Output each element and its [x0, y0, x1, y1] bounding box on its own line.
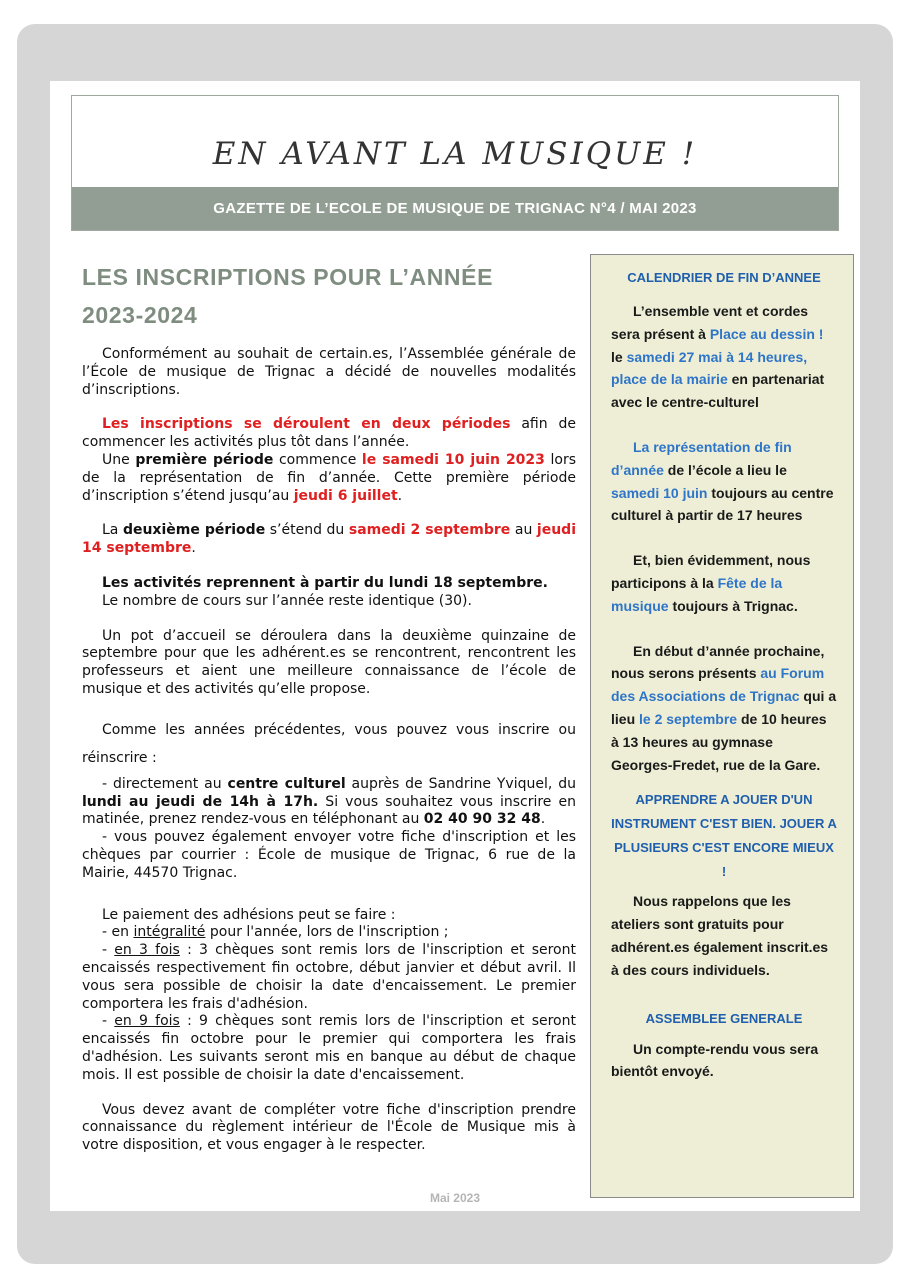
- text-underlined: intégralité: [133, 924, 206, 941]
- text: : 3 chèques sont remis lors de l'inscription et seront encaissés respectivement fin octobre, début janvier et début avril. Il vous sera possible de choisir la date d'encaissement. Le premier comportera les frais d'adhésion.: [82, 942, 576, 1012]
- text: de l’école a lieu le: [663, 461, 787, 478]
- periods-highlight: Les inscriptions se déroulent en deux périodes: [102, 416, 511, 433]
- masthead: [71, 95, 839, 231]
- text-bold: centre culturel: [227, 775, 346, 792]
- periods-text: afin de commencer les activités plus tôt dans l’année.: [82, 416, 576, 451]
- text-blue: Fête de la musique: [611, 574, 783, 614]
- text: commence: [273, 451, 362, 468]
- paragraph-how-to: Comme les années précédentes, vous pouvez vous inscrire ou réinscrire :: [82, 721, 576, 766]
- date-highlight: samedi 2 septembre: [348, 522, 511, 539]
- text-underlined: en 3 fois: [114, 942, 180, 959]
- event-representation: [611, 436, 837, 527]
- paragraph-periods: [82, 416, 576, 452]
- text: qui a lieu: [611, 688, 837, 727]
- assemblee-heading: ASSEMBLEE GENERALE: [645, 1010, 803, 1026]
- text-bold: lundi au jeudi de 14h à 17h.: [82, 793, 319, 810]
- text: - en: [102, 924, 134, 941]
- text: toujours au centre culturel à partir de 17 heures: [611, 484, 834, 524]
- payment-3x: [82, 942, 576, 1013]
- assemblee-note: Un compte-rendu vous sera bientôt envoyé.: [611, 1040, 819, 1080]
- text: lors de la représentation de fin d’année. Cette première période d’inscription s’étend jusqu’au: [82, 451, 577, 504]
- paragraph-lessons: Le nombre de cours sur l’année reste identique (30).: [102, 592, 472, 609]
- text: au: [510, 522, 537, 539]
- date-highlight: le samedi 10 juin 2023: [361, 451, 545, 468]
- paragraph-payment: Le paiement des adhésions peut se faire :: [102, 906, 396, 923]
- ateliers-note: Nous rappelons que les ateliers sont gratuits pour adhérent.es également inscrit.es à des cours individuels.: [611, 893, 829, 978]
- text: L’ensemble vent et cordes sera présent à: [611, 303, 809, 342]
- text-blue: La représentation de fin d’année: [611, 438, 792, 478]
- paragraph-mail: - vous pouvez également envoyer votre fiche d'inscription et les chèques par courrier : École de musique de Trignac, 6 rue de la Mairie, 44570 Trignac.: [82, 829, 576, 881]
- main-article: [82, 258, 576, 1155]
- date-highlight: jeudi 6 juillet: [293, 487, 398, 504]
- date-highlight: jeudi 14 septembre: [82, 522, 576, 557]
- text-blue: samedi 27 mai à 14 heures, place de la mairie: [611, 348, 808, 388]
- text: Si vous souhaitez vous inscrire en matinée, prenez rendez-vous en téléphonant au: [82, 793, 576, 828]
- paragraph-intro: Conformément au souhait de certain.es, l’Assemblée générale de l’École de musique de Trignac a décidé de nouvelles modalités d’inscriptions.: [82, 346, 576, 398]
- text-blue: le 2 septembre: [639, 710, 738, 727]
- paragraph-cultural-center: [82, 776, 576, 829]
- text-bold: deuxième période: [122, 522, 266, 539]
- text-underlined: en 9 fois: [114, 1013, 180, 1030]
- page-footer: Mai 2023: [429, 1191, 481, 1205]
- event-forum: [611, 640, 837, 777]
- event-place-au-dessin: [611, 300, 837, 414]
- text-blue: Place au dessin !: [709, 325, 824, 342]
- text: : 9 chèques sont remis lors de l'inscription et seront encaissés fin octobre pour le premier qui comportera les frais d'adhésion. Les suivants seront mis en banque au début de chaque mois. Il est possible de choisir la date d'encaissement.: [82, 1013, 576, 1083]
- text: le: [611, 348, 627, 365]
- sidebar-calendar: [590, 254, 854, 1198]
- text: Et, bien évidemment, nous participons à la: [611, 552, 811, 591]
- text: .: [191, 540, 196, 557]
- gazette-subtitle: GAZETTE DE L’ECOLE DE MUSIQUE DE TRIGNAC N°4 / MAI 2023: [72, 187, 838, 230]
- paragraph-rules: Vous devez avant de compléter votre fiche d'inscription prendre connaissance du règlement intérieur de l'École de Musique mis à votre disposition, et vous engager à le respecter.: [82, 1101, 576, 1154]
- text: - directement au: [102, 775, 228, 792]
- text: auprès de Sandrine Yviquel, du: [345, 775, 576, 792]
- text: -: [102, 1013, 115, 1030]
- sidebar-title: CALENDRIER DE FIN D’ANNEE: [627, 270, 821, 285]
- phone-number: 02 40 90 32 48: [423, 811, 541, 828]
- text: .: [540, 811, 546, 828]
- heading-line-1: LES INSCRIPTIONS POUR L’ANNÉE: [82, 264, 494, 290]
- text: de 10 heures à 13 heures au gymnase Georges-Fredet, rue de la Gare.: [611, 710, 827, 773]
- text-blue: au Forum des Associations de Trignac: [611, 665, 825, 705]
- paragraph-second-period: [82, 522, 576, 558]
- text: Une: [102, 451, 136, 468]
- text: .: [397, 487, 403, 504]
- payment-full: [82, 924, 576, 942]
- event-fete-musique: [611, 549, 837, 617]
- text-blue: samedi 10 juin: [611, 484, 708, 501]
- payment-9x: [82, 1013, 576, 1084]
- text-bold: première période: [135, 451, 274, 468]
- text: -: [102, 942, 115, 959]
- paragraph-first-period: [82, 452, 576, 505]
- paragraph-welcome: Un pot d’accueil se déroulera dans la deuxième quinzaine de septembre pour que les adhérent.es se rencontrent, rencontrent les professeurs et aient une meilleure connaissance de l’école de musique et des activités qu’elle propose.: [82, 627, 576, 697]
- text: s’étend du: [265, 522, 349, 539]
- text: toujours à Trignac.: [668, 597, 798, 614]
- paragraph-restart: Les activités reprennent à partir du lundi 18 septembre.: [102, 574, 548, 591]
- article-heading: [82, 258, 576, 334]
- gazette-title: EN AVANT LA MUSIQUE !: [212, 136, 698, 172]
- text: en partenariat avec le centre-culturel: [611, 371, 825, 411]
- text: La: [102, 522, 123, 539]
- sidebar-slogan: APPRENDRE A JOUER D'UN INSTRUMENT C'EST BIEN. JOUER A PLUSIEURS C'EST ENCORE MIEUX !: [611, 792, 837, 880]
- text: pour l'année, lors de l'inscription ;: [205, 924, 449, 941]
- text: En début d’année prochaine, nous serons présents: [611, 642, 825, 682]
- heading-line-2: 2023-2024: [82, 302, 198, 328]
